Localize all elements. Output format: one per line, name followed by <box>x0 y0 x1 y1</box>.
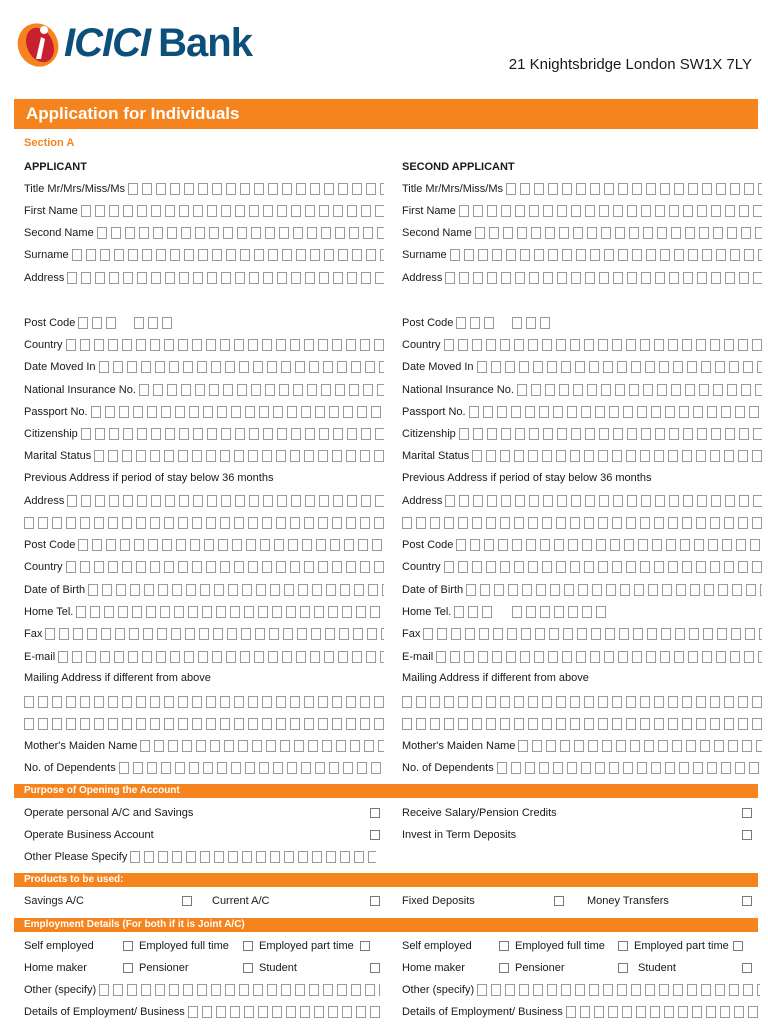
date-moved-in-row-2 <box>402 359 762 375</box>
mailing-address-input-2a[interactable] <box>402 696 762 708</box>
prev-address-row <box>24 493 384 509</box>
prev-post-code-label: Post Code <box>24 539 76 551</box>
dependents-label-2: No. of Dependents <box>402 762 494 774</box>
home-tel-label: Home Tel. <box>24 606 74 618</box>
ni-input-2[interactable] <box>517 384 762 396</box>
emp-details-label-2: Details of Employment/ Business <box>402 1006 563 1018</box>
prev-address-row-2 <box>402 493 762 509</box>
email-row <box>24 649 384 665</box>
emp-other-label-2: Other (specify) <box>402 984 475 996</box>
post-code-input-2[interactable] <box>134 317 176 329</box>
title-input-2[interactable] <box>506 183 762 195</box>
dependents-row <box>24 760 384 776</box>
ni-label: National Insurance No. <box>24 384 136 396</box>
title-input[interactable] <box>128 183 384 195</box>
prev-address-input-line2-2[interactable] <box>402 517 762 529</box>
title-label: Title Mr/Mrs/Miss/Ms <box>24 183 126 195</box>
date-moved-in-label: Date Moved In <box>24 361 96 373</box>
purpose-salary-row <box>402 805 752 821</box>
post-code-input-2a[interactable] <box>456 317 498 329</box>
product-savings-label: Savings A/C <box>24 895 84 907</box>
mailing-note-row <box>24 670 384 686</box>
maiden-name-label-2: Mother's Maiden Name <box>402 740 516 752</box>
dob-input[interactable] <box>88 584 384 596</box>
post-code-row-2 <box>402 315 762 331</box>
citizenship-input-2[interactable] <box>459 428 762 440</box>
emp-details-input[interactable] <box>188 1006 380 1018</box>
home-tel-row <box>24 604 384 620</box>
surname-label-2: Surname <box>402 249 447 261</box>
post-code-label-2: Post Code <box>402 317 454 329</box>
second-name-row-2 <box>402 225 762 241</box>
emp-homemaker-row <box>24 960 87 976</box>
bank-address: 21 Knightsbridge London SW1X 7LY <box>508 56 752 73</box>
maiden-name-row-2 <box>402 738 762 754</box>
title-row <box>24 181 384 197</box>
country-input-2[interactable] <box>444 339 762 351</box>
purpose-personal-checkbox[interactable] <box>370 808 380 818</box>
fax-row <box>24 626 384 642</box>
country-label-2: Country <box>402 339 441 351</box>
second-name-input[interactable] <box>97 227 384 239</box>
marital-status-label-2: Marital Status <box>402 450 470 462</box>
employment-heading: Employment Details (For both if it is Joint A/C) <box>14 918 758 932</box>
ni-label-2: National Insurance No. <box>402 384 514 396</box>
second-applicant-heading: SECOND APPLICANT <box>402 161 515 173</box>
emp-full-label: Employed full time <box>139 940 229 952</box>
home-tel-row-2 <box>402 604 762 620</box>
emp-full-checkbox[interactable] <box>243 941 253 951</box>
emp-full-row <box>123 938 229 954</box>
country-row-2 <box>402 337 762 353</box>
prev-address-label-2: Address <box>402 495 443 507</box>
emp-pensioner-label: Pensioner <box>139 962 189 974</box>
address-row <box>24 270 384 286</box>
email-label-2: E-mail <box>402 651 434 663</box>
purpose-other-label: Other Please Specify <box>24 851 128 863</box>
prev-address-input-2[interactable] <box>445 495 762 507</box>
prev-address-line2-row-2 <box>402 515 762 531</box>
prev-country-label: Country <box>24 561 63 573</box>
first-name-label-2: First Name <box>402 205 456 217</box>
emp-student-label-2: Student <box>638 962 676 974</box>
product-transfers-checkbox[interactable] <box>742 896 752 906</box>
title-row-2 <box>402 181 762 197</box>
purpose-invest-row <box>402 827 752 843</box>
emp-student-row-2 <box>618 960 752 976</box>
emp-self-checkbox-2[interactable] <box>499 941 509 951</box>
emp-pensioner-row-2 <box>499 960 565 976</box>
dob-input-2[interactable] <box>466 584 762 596</box>
citizenship-input[interactable] <box>81 428 384 440</box>
product-fixed-checkbox[interactable] <box>554 896 564 906</box>
purpose-salary-label: Receive Salary/Pension Credits <box>402 807 557 819</box>
emp-part-row-2 <box>618 938 743 954</box>
product-current-checkbox[interactable] <box>370 896 380 906</box>
marital-status-label: Marital Status <box>24 450 92 462</box>
emp-details-label: Details of Employment/ Business <box>24 1006 185 1018</box>
fax-label-2: Fax <box>402 628 421 640</box>
bank-name-part2: Bank <box>158 20 252 65</box>
post-code-input-2b[interactable] <box>512 317 554 329</box>
product-current-label: Current A/C <box>212 895 270 907</box>
prev-address-label: Address <box>24 495 65 507</box>
address-input-2[interactable] <box>445 272 762 284</box>
emp-student-checkbox-2[interactable] <box>742 963 752 973</box>
passport-input-2[interactable] <box>469 406 762 418</box>
mailing-line2-row-2 <box>402 716 762 732</box>
emp-full-row-2 <box>499 938 605 954</box>
emp-part-checkbox-2[interactable] <box>733 941 743 951</box>
fax-row-2 <box>402 626 762 642</box>
emp-student-row <box>243 960 380 976</box>
email-input-2[interactable] <box>436 651 762 663</box>
maiden-name-input-2[interactable] <box>518 740 762 752</box>
dob-label: Date of Birth <box>24 584 86 596</box>
surname-row-2 <box>402 247 762 263</box>
emp-student-checkbox[interactable] <box>370 963 380 973</box>
dependents-input-2[interactable] <box>497 762 762 774</box>
purpose-personal-row <box>24 805 380 821</box>
emp-self-checkbox[interactable] <box>123 941 133 951</box>
mailing-note-row-2 <box>402 670 762 686</box>
first-name-row-2 <box>402 203 762 219</box>
country-label: Country <box>24 339 63 351</box>
previous-address-note-row-2 <box>402 470 762 486</box>
surname-label: Surname <box>24 249 69 261</box>
prev-country-input[interactable] <box>66 561 384 573</box>
emp-details-row <box>24 1004 380 1020</box>
passport-label: Passport No. <box>24 406 88 418</box>
maiden-name-row <box>24 738 384 754</box>
mailing-note: Mailing Address if different from above <box>24 672 211 684</box>
purpose-personal-label: Operate personal A/C and Savings <box>24 807 194 819</box>
marital-status-row <box>24 448 384 464</box>
first-name-label: First Name <box>24 205 78 217</box>
purpose-invest-label: Invest in Term Deposits <box>402 829 517 841</box>
address-label-2: Address <box>402 272 443 284</box>
icici-logo <box>14 14 252 72</box>
prev-post-code-row-2 <box>402 537 762 553</box>
product-fixed-label: Fixed Deposits <box>402 895 475 907</box>
applicant-heading: APPLICANT <box>24 161 87 173</box>
prev-address-input[interactable] <box>67 495 384 507</box>
second-name-input-2[interactable] <box>475 227 762 239</box>
passport-input[interactable] <box>91 406 384 418</box>
purpose-business-row <box>24 827 380 843</box>
email-row-2 <box>402 649 762 665</box>
fax-input[interactable] <box>45 628 384 640</box>
fax-label: Fax <box>24 628 43 640</box>
address-input[interactable] <box>67 272 384 284</box>
home-tel-input-2a[interactable] <box>454 606 496 618</box>
address-row-2 <box>402 270 762 286</box>
date-moved-in-input-2[interactable] <box>477 361 762 373</box>
emp-homemaker-row-2 <box>402 960 465 976</box>
product-transfers-label: Money Transfers <box>587 895 669 907</box>
purpose-heading: Purpose of Opening the Account <box>14 784 758 798</box>
previous-address-note-2: Previous Address if period of stay below 36 months <box>402 472 652 484</box>
mailing-address-input-1[interactable] <box>24 696 384 708</box>
emp-homemaker-label: Home maker <box>24 962 87 974</box>
home-tel-input[interactable] <box>76 606 384 618</box>
emp-part-row <box>243 938 370 954</box>
purpose-other-row <box>24 849 376 865</box>
prev-country-input-2[interactable] <box>444 561 762 573</box>
emp-other-row-2 <box>402 982 760 998</box>
surname-row <box>24 247 384 263</box>
date-moved-in-input[interactable] <box>99 361 384 373</box>
prev-address-line2-row <box>24 515 384 531</box>
first-name-row <box>24 203 384 219</box>
dependents-label: No. of Dependents <box>24 762 116 774</box>
passport-row-2 <box>402 404 762 420</box>
emp-self-row-2 <box>402 938 472 954</box>
citizenship-label: Citizenship <box>24 428 78 440</box>
mailing-address-input-2b[interactable] <box>402 718 762 730</box>
purpose-other-input[interactable] <box>130 851 376 863</box>
emp-other-row <box>24 982 380 998</box>
post-code-label: Post Code <box>24 317 76 329</box>
dob-label-2: Date of Birth <box>402 584 464 596</box>
country-row <box>24 337 384 353</box>
icici-logo-icon <box>14 15 62 71</box>
product-fixed-row <box>402 893 564 909</box>
surname-input-2[interactable] <box>450 249 762 261</box>
product-current-row <box>212 893 380 909</box>
prev-post-code-row <box>24 537 384 553</box>
mailing-line1-row <box>24 694 384 710</box>
purpose-salary-checkbox[interactable] <box>742 808 752 818</box>
emp-self-row <box>24 938 94 954</box>
product-transfers-row <box>587 893 752 909</box>
prev-post-code-input-2[interactable] <box>456 539 762 551</box>
emp-other-input-2[interactable] <box>477 984 760 996</box>
bank-name-part1: ICICI <box>64 20 151 65</box>
emp-self-label-2: Self employed <box>402 940 472 952</box>
email-label: E-mail <box>24 651 56 663</box>
second-name-label-2: Second Name <box>402 227 472 239</box>
dependents-input[interactable] <box>119 762 384 774</box>
purpose-invest-checkbox[interactable] <box>742 830 752 840</box>
emp-homemaker-checkbox-2[interactable] <box>499 963 509 973</box>
form-title-bar: Application for Individuals <box>14 99 758 129</box>
dob-row <box>24 582 384 598</box>
emp-other-label: Other (specify) <box>24 984 97 996</box>
applicant-column <box>24 158 384 774</box>
emp-pensioner-label-2: Pensioner <box>515 962 565 974</box>
title-label-2: Title Mr/Mrs/Miss/Ms <box>402 183 504 195</box>
email-input[interactable] <box>58 651 384 663</box>
passport-row <box>24 404 384 420</box>
fax-input-2[interactable] <box>423 628 762 640</box>
emp-pensioner-checkbox-2[interactable] <box>618 963 628 973</box>
mailing-address-input-2[interactable] <box>24 718 384 730</box>
emp-student-label: Student <box>259 962 297 974</box>
post-code-row <box>24 315 384 331</box>
bank-name <box>64 21 252 66</box>
citizenship-label-2: Citizenship <box>402 428 456 440</box>
emp-homemaker-checkbox[interactable] <box>123 963 133 973</box>
prev-country-row <box>24 559 384 575</box>
previous-address-note: Previous Address if period of stay below 36 months <box>24 472 274 484</box>
ni-row-2 <box>402 382 762 398</box>
post-code-input-1[interactable] <box>78 317 120 329</box>
prev-country-label-2: Country <box>402 561 441 573</box>
emp-self-label: Self employed <box>24 940 94 952</box>
passport-label-2: Passport No. <box>402 406 466 418</box>
emp-part-label-2: Employed part time <box>634 940 729 952</box>
emp-other-input[interactable] <box>99 984 380 996</box>
address-label: Address <box>24 272 65 284</box>
marital-status-input[interactable] <box>94 450 384 462</box>
maiden-name-label: Mother's Maiden Name <box>24 740 138 752</box>
second-name-row <box>24 225 384 241</box>
citizenship-row-2 <box>402 426 762 442</box>
products-heading: Products to be used: <box>14 873 758 887</box>
prev-country-row-2 <box>402 559 762 575</box>
prev-address-input-line2[interactable] <box>24 517 384 529</box>
marital-status-row-2 <box>402 448 762 464</box>
date-moved-in-row <box>24 359 384 375</box>
mailing-note-2: Mailing Address if different from above <box>402 672 589 684</box>
second-name-label: Second Name <box>24 227 94 239</box>
prev-post-code-input[interactable] <box>78 539 384 551</box>
emp-details-input-2[interactable] <box>566 1006 760 1018</box>
mailing-line2-row <box>24 716 384 732</box>
emp-pensioner-checkbox[interactable] <box>243 963 253 973</box>
previous-address-note-row <box>24 470 384 486</box>
mailing-line1-row-2 <box>402 694 762 710</box>
second-applicant-column <box>402 158 762 774</box>
home-tel-label-2: Home Tel. <box>402 606 452 618</box>
first-name-input-2[interactable] <box>459 205 762 217</box>
emp-full-checkbox-2[interactable] <box>618 941 628 951</box>
emp-homemaker-label-2: Home maker <box>402 962 465 974</box>
surname-input[interactable] <box>72 249 384 261</box>
citizenship-row <box>24 426 384 442</box>
marital-status-input-2[interactable] <box>472 450 762 462</box>
product-savings-row <box>24 893 192 909</box>
emp-details-row-2 <box>402 1004 760 1020</box>
date-moved-in-label-2: Date Moved In <box>402 361 474 373</box>
section-label: Section A <box>24 137 75 149</box>
home-tel-input-2b[interactable] <box>512 606 610 618</box>
maiden-name-input[interactable] <box>140 740 384 752</box>
dob-row-2 <box>402 582 762 598</box>
emp-full-label-2: Employed full time <box>515 940 605 952</box>
purpose-business-label: Operate Business Account <box>24 829 154 841</box>
emp-pensioner-row <box>123 960 189 976</box>
emp-part-checkbox[interactable] <box>360 941 370 951</box>
country-input[interactable] <box>66 339 384 351</box>
dependents-row-2 <box>402 760 762 776</box>
prev-post-code-label-2: Post Code <box>402 539 454 551</box>
product-savings-checkbox[interactable] <box>182 896 192 906</box>
ni-input[interactable] <box>139 384 384 396</box>
ni-row <box>24 382 384 398</box>
first-name-input[interactable] <box>81 205 384 217</box>
purpose-business-checkbox[interactable] <box>370 830 380 840</box>
emp-part-label: Employed part time <box>259 940 354 952</box>
